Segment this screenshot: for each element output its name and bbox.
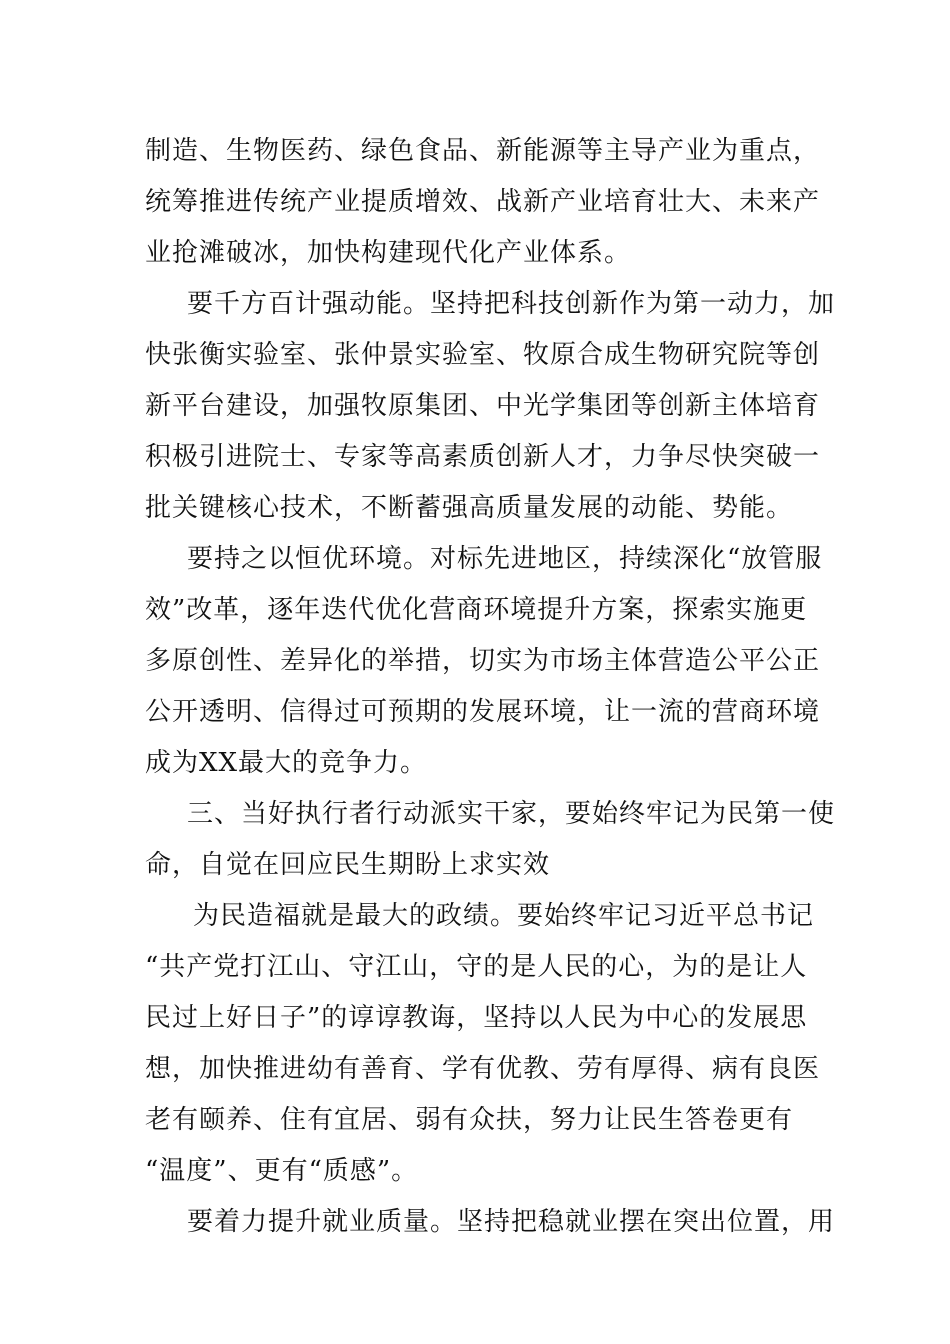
section-heading-line: 三、当好执行者行动派实干家，要始终牢记为民第一使 bbox=[187, 799, 836, 829]
text-line: “共产党打江山、守江山，守的是人民的心，为的是让人 bbox=[145, 952, 808, 982]
paragraph-start-line: 为民造福就是最大的政绩。要始终牢记习近平总书记 bbox=[193, 901, 815, 931]
text-line: “温度”、更有“质感”。 bbox=[145, 1156, 419, 1186]
text-line: 批关键核心技术，不断蓄强高质量发展的动能、势能。 bbox=[145, 493, 794, 523]
text-line: 新平台建设，加强牧原集团、中光学集团等创新主体培育 bbox=[145, 391, 821, 421]
text-line: 成为XX最大的竞争力。 bbox=[145, 748, 428, 778]
text-line: 统筹推进传统产业提质增效、战新产业培育壮大、未来产 bbox=[145, 187, 821, 217]
text-line: 积极引进院士、专家等高素质创新人才，力争尽快突破一 bbox=[145, 442, 821, 472]
text-line: 想，加快推进幼有善育、学有优教、劳有厚得、病有良医 bbox=[145, 1054, 821, 1084]
text-line: 制造、生物医药、绿色食品、新能源等主导产业为重点， bbox=[145, 136, 821, 166]
paragraph-start-line: 要着力提升就业质量。坚持把稳就业摆在突出位置，用 bbox=[187, 1207, 836, 1237]
paragraph-start-line: 要持之以恒优环境。对标先进地区，持续深化“放管服 bbox=[187, 544, 823, 574]
text-line: 老有颐养、住有宜居、弱有众扶，努力让民生答卷更有 bbox=[145, 1105, 794, 1135]
paragraph-start-line: 要千方百计强动能。坚持把科技创新作为第一动力，加 bbox=[187, 289, 836, 319]
text-line: 业抢滩破冰，加快构建现代化产业体系。 bbox=[145, 238, 632, 268]
text-line: 公开透明、信得过可预期的发展环境，让一流的营商环境 bbox=[145, 697, 821, 727]
text-line: 快张衡实验室、张仲景实验室、牧原合成生物研究院等创 bbox=[145, 340, 821, 370]
text-line: 效”改革，逐年迭代优化营商环境提升方案，探索实施更 bbox=[145, 595, 808, 625]
section-heading-line: 命，自觉在回应民生期盼上求实效 bbox=[145, 850, 551, 880]
document-body bbox=[145, 126, 836, 1248]
text-line: 多原创性、差异化的举措，切实为市场主体营造公平公正 bbox=[145, 646, 821, 676]
text-line: 民过上好日子”的谆谆教诲，坚持以人民为中心的发展思 bbox=[145, 1003, 808, 1033]
